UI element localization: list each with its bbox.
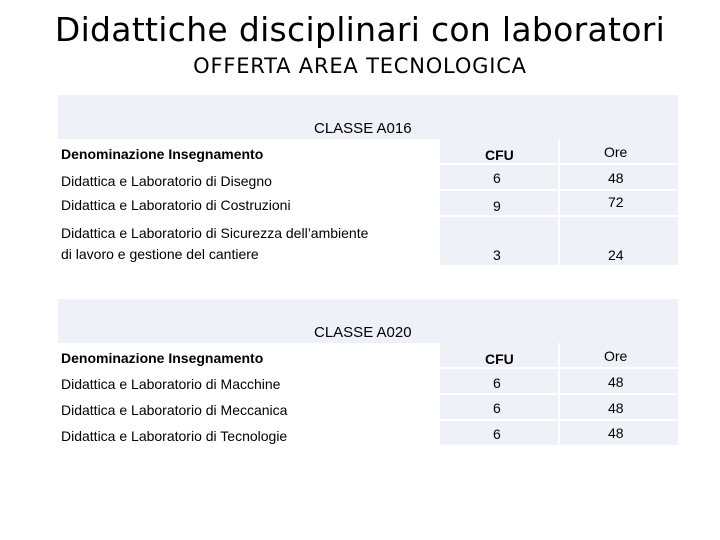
header-name: Denominazione Insegnamento bbox=[61, 350, 264, 366]
table-row bbox=[58, 191, 678, 215]
course-ore: 48 bbox=[608, 170, 624, 186]
course-name-line1: Didattica e Laboratorio di Sicurezza dell’ambiente bbox=[61, 225, 369, 241]
course-cfu: 6 bbox=[493, 375, 501, 391]
table-a016 bbox=[58, 95, 678, 267]
header-cfu: CFU bbox=[485, 351, 514, 367]
table-row bbox=[58, 369, 678, 393]
class-title: CLASSE A020 bbox=[314, 324, 412, 341]
table-header-row bbox=[58, 139, 678, 163]
course-cfu: 6 bbox=[493, 426, 501, 442]
course-name: Didattica e Laboratorio di Costruzioni bbox=[61, 197, 291, 213]
table-row bbox=[58, 421, 678, 445]
header-name: Denominazione Insegnamento bbox=[61, 146, 264, 162]
course-name: Didattica e Laboratorio di Macchine bbox=[61, 376, 281, 392]
course-name: Didattica e Laboratorio di Meccanica bbox=[61, 402, 288, 418]
course-ore: 24 bbox=[608, 247, 624, 263]
header-ore: Ore bbox=[604, 144, 628, 160]
course-name: Didattica e Laboratorio di Disegno bbox=[61, 173, 272, 189]
class-title: CLASSE A016 bbox=[314, 120, 412, 137]
page-title: Didattiche disciplinari con laboratori bbox=[54, 10, 666, 49]
course-ore: 48 bbox=[608, 425, 624, 441]
table-a020 bbox=[58, 299, 678, 445]
course-ore: 48 bbox=[608, 400, 624, 416]
course-ore: 72 bbox=[608, 194, 624, 210]
header-cfu: CFU bbox=[485, 147, 514, 163]
course-name-line2: di lavoro e gestione del cantiere bbox=[61, 246, 259, 262]
table-row bbox=[58, 165, 678, 189]
course-name: Didattica e Laboratorio di Tecnologie bbox=[61, 428, 288, 444]
course-ore: 48 bbox=[608, 374, 624, 390]
page-subtitle: OFFERTA AREA TECNOLOGICA bbox=[193, 54, 527, 78]
header-ore: Ore bbox=[604, 348, 628, 364]
table-row bbox=[58, 395, 678, 419]
course-cfu: 6 bbox=[493, 400, 501, 416]
course-cfu: 9 bbox=[493, 198, 501, 214]
table-row bbox=[58, 217, 678, 265]
course-cfu: 3 bbox=[493, 247, 501, 263]
course-cfu: 6 bbox=[493, 170, 501, 186]
table-header-row bbox=[58, 343, 678, 367]
